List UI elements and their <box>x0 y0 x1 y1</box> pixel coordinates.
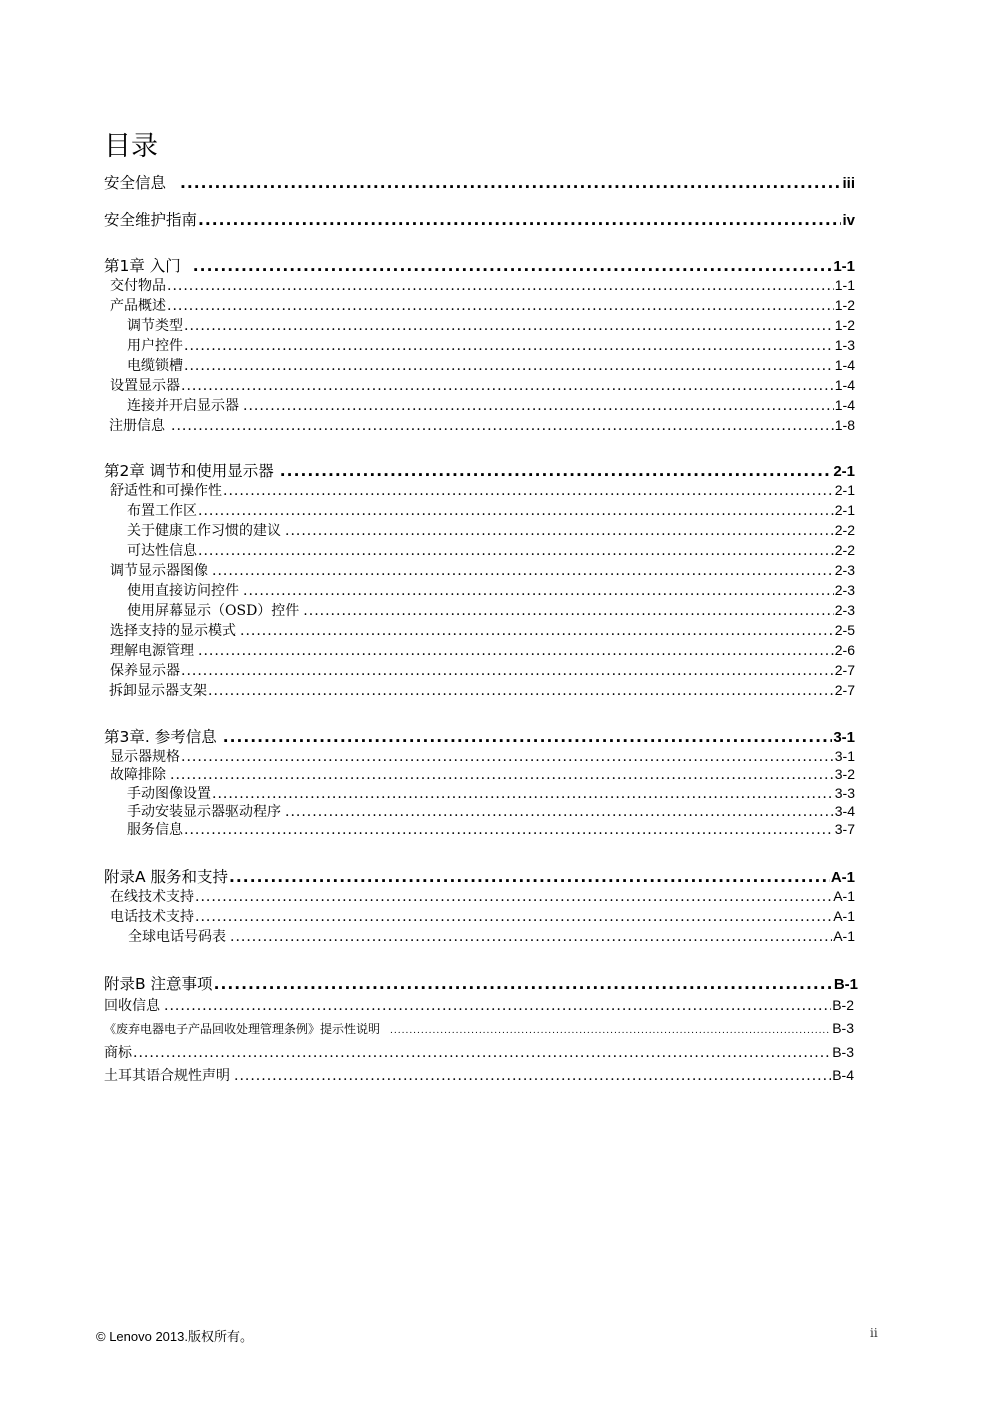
toc-entry[interactable]: 回收信息 ..... B-2 <box>104 995 854 1015</box>
toc-title: 目录 <box>104 131 158 162</box>
toc-entry[interactable]: 理解电源管理 ..... 2-6 <box>110 640 855 660</box>
toc-entry[interactable]: 电缆锁槽 ..... 1-4 <box>127 355 855 375</box>
toc-entry[interactable]: 交付物品 ..... 1-1 <box>110 275 855 295</box>
toc-entry[interactable]: 调节显示器图像 ..... 2-3 <box>110 560 855 580</box>
toc-entry[interactable]: 土耳其语合规性声明 ..... B-4 <box>104 1065 854 1085</box>
toc-entry-safety-maintenance[interactable]: 安全维护指南 ..... iv <box>104 208 855 230</box>
toc-entry[interactable]: 布置工作区 ..... 2-1 <box>127 500 855 520</box>
toc-entry[interactable]: 电话技术支持 ..... A-1 <box>110 906 855 926</box>
toc-entry[interactable]: 服务信息 ..... 3-7 <box>127 819 855 839</box>
toc-entry[interactable]: 选择支持的显示模式 ..... 2-5 <box>110 620 855 640</box>
toc-entry[interactable]: 《废弃电器电子产品回收处理管理条例》提示性说明 ..... B-3 <box>104 1020 854 1037</box>
toc-entry-chapter-1[interactable]: 第1章 入门 ..... 1-1 <box>104 254 855 276</box>
toc-entry[interactable]: 调节类型 ..... 1-2 <box>127 315 855 335</box>
toc-entry[interactable]: 在线技术支持 ..... A-1 <box>110 886 855 906</box>
toc-entry[interactable]: 产品概述 ..... 1-2 <box>110 295 855 315</box>
toc-entry[interactable]: 保养显示器 ..... 2-7 <box>110 660 855 680</box>
toc-entry[interactable]: 关于健康工作习惯的建议 ..... 2-2 <box>127 520 855 540</box>
toc-entry[interactable]: 设置显示器 ..... 1-4 <box>110 375 855 395</box>
toc-entry[interactable]: 显示器规格 ..... 3-1 <box>110 746 855 766</box>
toc-entry[interactable]: 使用屏幕显示（OSD）控件 ..... 2-3 <box>127 600 855 620</box>
toc-entry[interactable]: 舒适性和可操作性 ..... 2-1 <box>110 480 855 500</box>
toc-entry[interactable]: 可达性信息 ..... 2-2 <box>127 540 855 560</box>
toc-entry[interactable]: 手动图像设置 ..... 3-3 <box>127 783 855 803</box>
copyright-notice: © Lenovo 2013.版权所有。 <box>96 1329 253 1344</box>
toc-entry-safety-info[interactable]: 安全信息 ..... iii <box>104 171 855 193</box>
toc-entry-appendix-a[interactable]: 附录A 服务和支持 ..... A-1 <box>104 865 855 887</box>
toc-entry-chapter-3[interactable]: 第3章. 参考信息 ..... 3-1 <box>104 725 855 747</box>
toc-entry[interactable]: 使用直接访问控件 ..... 2-3 <box>127 580 855 600</box>
toc-entry[interactable]: 用户控件 ..... 1-3 <box>127 335 855 355</box>
page-number: ii <box>870 1326 878 1340</box>
toc-entry[interactable]: 故障排除 ..... 3-2 <box>110 764 855 784</box>
toc-entry[interactable]: 全球电话号码表 ..... A-1 <box>128 926 855 946</box>
toc-entry[interactable]: 手动安装显示器驱动程序 ..... 3-4 <box>127 801 855 821</box>
toc-entry[interactable]: 商标 ..... B-3 <box>104 1042 854 1062</box>
toc-entry-appendix-b[interactable]: 附录B 注意事项 ..... B-1 <box>104 972 858 994</box>
toc-entry-chapter-2[interactable]: 第2章 调节和使用显示器 ..... 2-1 <box>104 459 855 481</box>
toc-entry[interactable]: 拆卸显示器支架 ..... 2-7 <box>109 680 855 700</box>
toc-entry[interactable]: 注册信息 ..... 1-8 <box>109 415 855 435</box>
toc-entry[interactable]: 连接并开启显示器 ..... 1-4 <box>127 395 855 415</box>
